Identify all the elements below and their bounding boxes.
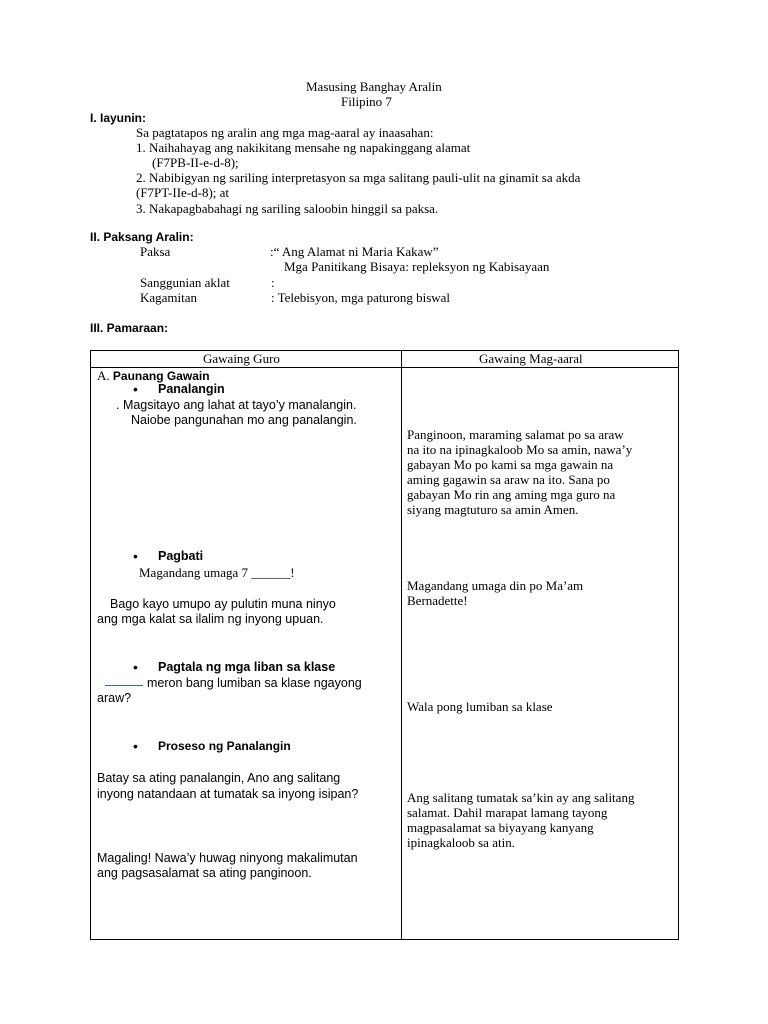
proseso-teacher-line2: inyong natandaan at tumatak sa inyong isipan? [97,787,359,801]
pagtala-label: Pagtala ng mga liban sa klase [158,660,336,674]
proseso-teacher-line4: ang pagsasalamat sa ating panginoon. [97,866,312,880]
pagbati-student-line1: Magandang umaga din po Ma’am [407,578,584,593]
page-subtitle: Filipino 7 [341,94,392,109]
panalangin-student-line2: na ito na ipinagkaloob Mo sa amin, nawa’y [407,442,633,457]
paksa-value-line1: :“ Ang Alamat ni Maria Kakaw” [270,244,439,259]
bullet-icon: • [133,659,138,675]
sanggunian-value: : [271,275,275,290]
paksa-value-line2: Mga Panitikang Bisaya: repleksyon ng Kabisayaan [284,259,550,274]
proseso-student-line4: ipinagkaloob sa atin. [407,835,515,850]
pagbati-teacher-line2: Bago kayo umupo ay pulutin muna ninyo [110,597,336,611]
blank-underline [105,685,143,686]
objective-3: 3. Nakapagbabahagi ng sariling saloobin hinggil sa paksa. [136,201,439,216]
panalangin-label: Panalangin [158,382,225,396]
bullet-icon: • [133,548,138,564]
proseso-student-line2: salamat. Dahil marapat lamang tayong [407,805,608,820]
table-column-divider [401,351,402,939]
kagamitan-value: : Telebisyon, mga paturong biswal [271,290,451,305]
pagbati-label: Pagbati [158,549,204,563]
bullet-icon: • [133,381,138,397]
paksa-label: Paksa [140,244,171,259]
proseso-student-line3: magpasalamat sa biyayang kanyang [407,820,594,835]
bullet-icon: • [133,738,138,754]
panalangin-student-line4: aming gagawin sa araw na ito. Sana po [407,472,610,487]
pagbati-student-line2: Bernadette! [407,593,468,608]
column-header-teacher: Gawaing Guro [203,351,280,366]
subject-heading: II. Paksang Aralin: [90,230,194,244]
sanggunian-label: Sanggunian aklat [140,275,230,290]
panalangin-student-line3: gabayan Mo po kami sa mga gawain na [407,457,614,472]
panalangin-student-line6: siyang magtuturo sa amin Amen. [407,502,579,517]
pagtala-student-line1: Wala pong lumiban sa klase [407,699,553,714]
proseso-teacher-line1: Batay sa ating panalangin, Ano ang salitang [97,771,341,785]
page-title: Masusing Banghay Aralin [306,79,442,94]
objectives-heading: I. Iayunin: [90,111,147,125]
proseso-label: Proseso ng Panalangin [158,739,291,753]
pagbati-teacher-line3: ang mga kalat sa ilalim ng inyong upuan. [97,612,324,626]
section-a-prefix: A. [97,368,113,383]
pagtala-teacher-line2: araw? [97,691,132,705]
objective-2-line2: (F7PT-IIe-d-8); at [136,185,230,200]
panalangin-teacher-line1: . Magsitayo ang lahat at tayo’y manalangin. [116,398,357,412]
objective-2-line1: 2. Nabibigyan ng sariling interpretasyon sa mga salitang pauli-ulit na ginamit sa akda [136,170,581,185]
panalangin-student-line5: gabayan Mo rin ang aming mga guro na [407,487,616,502]
pagbati-teacher-line1: Magandang umaga 7 ______! [139,565,295,580]
objective-1-line1: 1. Naihahayag ang nakikitang mensahe ng napakinggang alamat [136,140,471,155]
pagtala-teacher-line1: meron bang lumiban sa klase ngayong [147,676,362,690]
panalangin-teacher-line2: Naiobe pangunahan mo ang panalangin. [131,413,357,427]
objectives-intro: Sa pagtatapos ng aralin ang mga mag-aaral ay inaasahan: [136,125,434,140]
section-a-title: Paunang Gawain [112,369,210,383]
procedure-heading: III. Pamaraan: [90,321,169,335]
panalangin-student-line1: Panginoon, maraming salamat po sa araw [407,427,624,442]
proseso-teacher-line3: Magaling! Nawa’y huwag ninyong makalimutan [97,851,358,865]
objective-1-line2: (F7PB-II-e-d-8); [152,155,239,170]
column-header-student: Gawaing Mag-aaral [479,351,583,366]
kagamitan-label: Kagamitan [140,290,198,305]
proseso-student-line1: Ang salitang tumatak sa’kin ay ang salitang [407,790,635,805]
